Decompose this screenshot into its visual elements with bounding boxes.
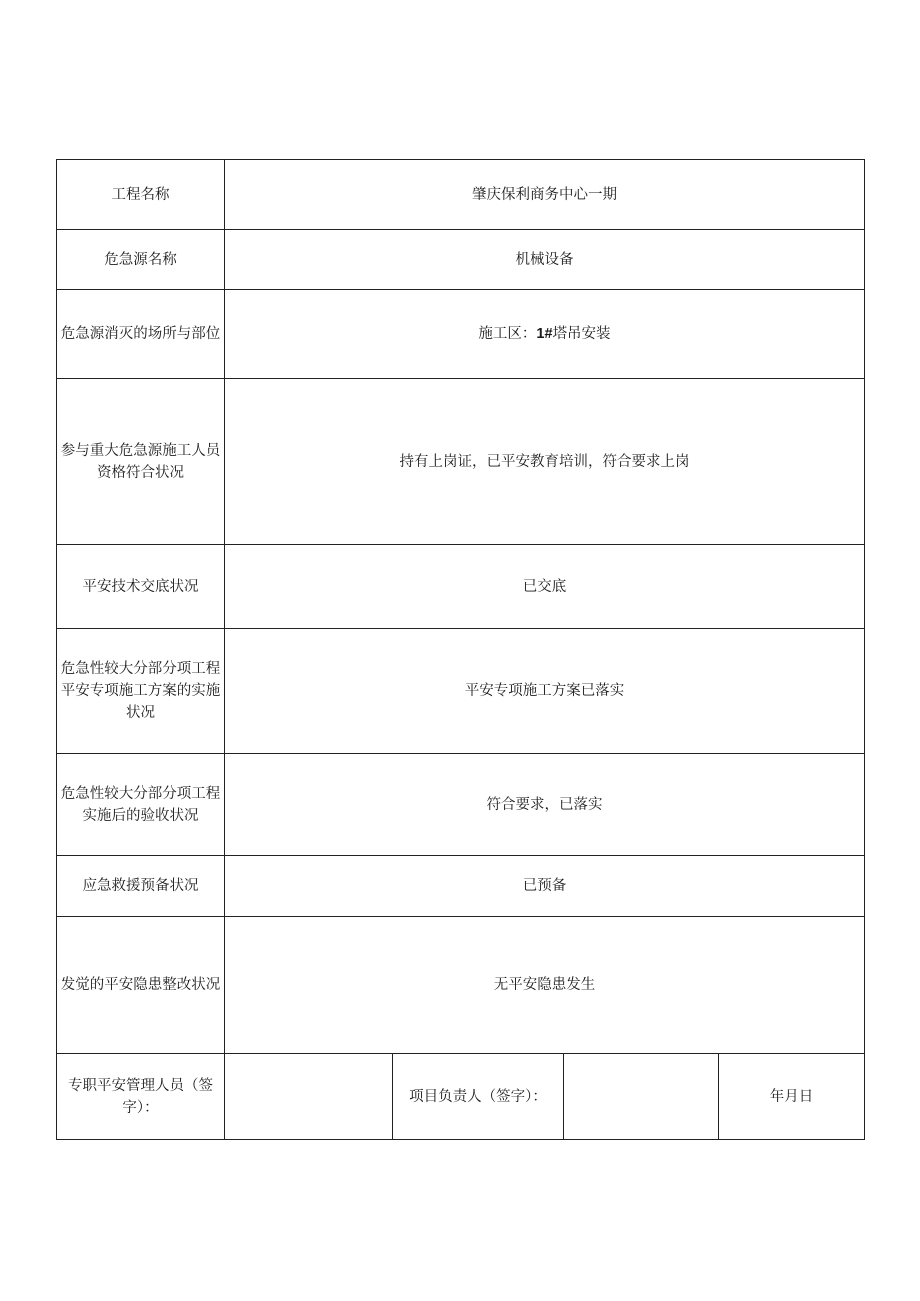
safety-briefing-value: 已交底 [225, 545, 865, 629]
date-cell[interactable]: 年月日 [719, 1054, 865, 1140]
hazard-name-label: 危急源名称 [57, 230, 225, 290]
row-hazard-rectification [57, 917, 865, 1054]
emergency-prep-label: 应急救援预备状况 [57, 856, 225, 917]
hazard-location-number: 1# [536, 326, 553, 342]
hazard-location-prefix: 施工区： [478, 326, 537, 342]
row-safety-briefing [57, 545, 865, 629]
row-emergency-prep [57, 856, 865, 917]
safety-manager-label: 专职平安管理人员（签字）： [57, 1054, 225, 1140]
row-personnel-qualification [57, 379, 865, 545]
row-hazard-location [57, 290, 865, 379]
project-leader-label: 项目负责人（签字）： [393, 1054, 564, 1140]
project-name-label: 工程名称 [57, 160, 225, 230]
emergency-prep-value: 已预备 [225, 856, 865, 917]
project-name-value: 肇庆保利商务中心一期 [225, 160, 865, 230]
row-signatures [57, 1054, 865, 1140]
row-hazard-name [57, 230, 865, 290]
hazard-inspection-form [56, 159, 865, 1140]
personnel-qualification-value: 持有上岗证，已平安教育培训，符合要求上岗 [225, 379, 865, 545]
safety-briefing-label: 平安技术交底状况 [57, 545, 225, 629]
hazard-name-value: 机械设备 [225, 230, 865, 290]
row-project-name [57, 160, 865, 230]
row-special-plan [57, 629, 865, 754]
acceptance-label: 危急性较大分部分项工程实施后的验收状况 [57, 754, 225, 856]
acceptance-value: 符合要求，已落实 [225, 754, 865, 856]
special-plan-label: 危急性较大分部分项工程平安专项施工方案的实施状况 [57, 629, 225, 754]
hazard-location-suffix: 塔吊安装 [552, 326, 611, 342]
safety-manager-signature-cell[interactable] [225, 1054, 393, 1140]
hazard-rectification-value: 无平安隐患发生 [225, 917, 865, 1054]
hazard-location-value [225, 290, 865, 379]
project-leader-signature-cell[interactable] [564, 1054, 719, 1140]
hazard-location-label: 危急源消灭的场所与部位 [57, 290, 225, 379]
special-plan-value: 平安专项施工方案已落实 [225, 629, 865, 754]
row-acceptance [57, 754, 865, 856]
hazard-rectification-label: 发觉的平安隐患整改状况 [57, 917, 225, 1054]
personnel-qualification-label: 参与重大危急源施工人员资格符合状况 [57, 379, 225, 545]
